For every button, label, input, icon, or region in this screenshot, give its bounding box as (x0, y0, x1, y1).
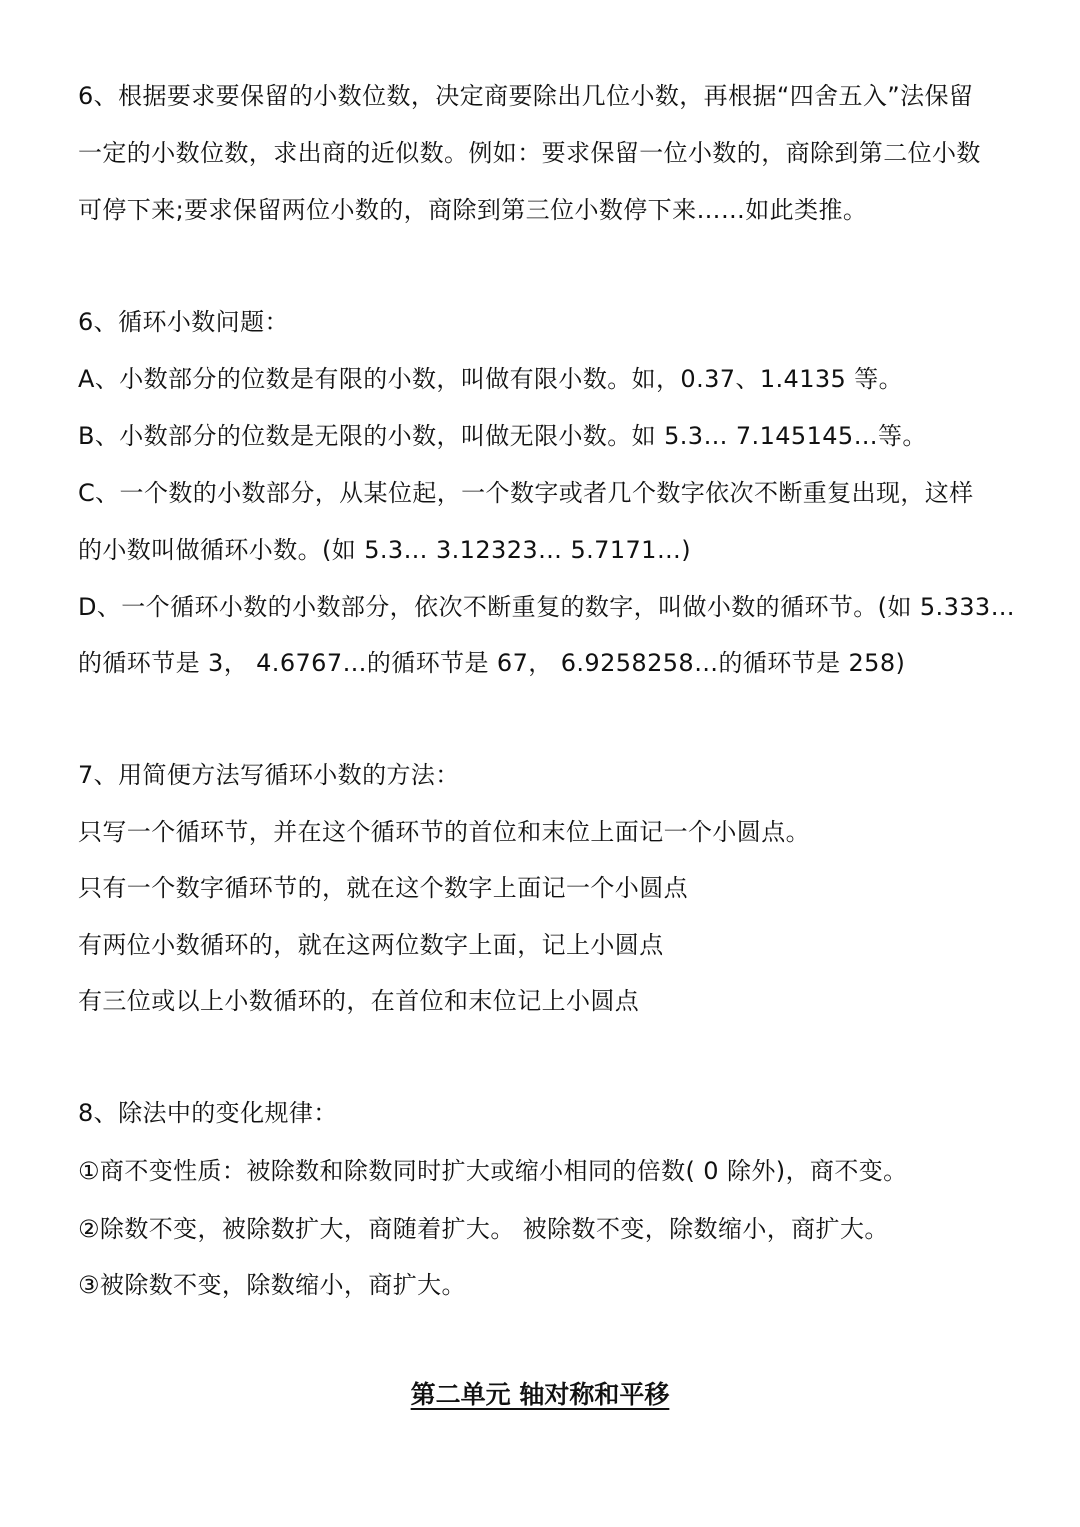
unit-heading-text: 第二单元 轴对称和平移 (410, 1380, 670, 1409)
text-line: D、一个循环小数的小数部分，依次不断重复的数字，叫做小数的循环节。(如 5.333… (78, 593, 1015, 621)
text-line: ②除数不变，被除数扩大，商随着扩大。 被除数不变，除数缩小，商扩大。 (78, 1215, 889, 1243)
text-line: ①商不变性质：被除数和除数同时扩大或缩小相同的倍数( 0 除外)，商不变。 (78, 1157, 908, 1185)
section-heading: 6、循环小数问题： (78, 308, 289, 336)
text-line: 只写一个循环节，并在这个循环节的首位和末位上面记一个小圆点。 (78, 818, 810, 846)
text-line: 的循环节是 3， 4.6767…的循环节是 67， 6.9258258…的循环节是 258) (78, 649, 906, 677)
text-line: 的小数叫做循环小数。(如 5.3… 3.12323… 5.7171…) (78, 536, 692, 564)
text-line: 一定的小数位数，求出商的近似数。例如：要求保留一位小数的，商除到第二位小数 (78, 139, 981, 167)
unit-heading (0, 1378, 1080, 1412)
text-line: A、小数部分的位数是有限的小数，叫做有限小数。如，0.37、1.4135 等。 (78, 365, 904, 393)
text-line: 有两位小数循环的，就在这两位数字上面，记上小圆点 (78, 931, 664, 959)
text-line: 只有一个数字循环节的，就在这个数字上面记一个小圆点 (78, 874, 688, 902)
section-heading: 7、用简便方法写循环小数的方法： (78, 761, 460, 789)
text-line: ③被除数不变，除数缩小，商扩大。 (78, 1271, 466, 1299)
text-line: C、一个数的小数部分，从某位起，一个数字或者几个数字依次不断重复出现，这样 (78, 479, 974, 507)
text-line: 可停下来;要求保留两位小数的，商除到第三位小数停下来……如此类推。 (78, 196, 868, 224)
text-line: 6、根据要求要保留的小数位数，决定商要除出几位小数，再根据“四舍五入”法保留 (78, 82, 974, 110)
text-line: B、小数部分的位数是无限的小数，叫做无限小数。如 5.3… 7.145145…等。 (78, 422, 927, 450)
section-heading: 8、除法中的变化规律： (78, 1099, 338, 1127)
text-line: 有三位或以上小数循环的，在首位和末位记上小圆点 (78, 987, 640, 1015)
